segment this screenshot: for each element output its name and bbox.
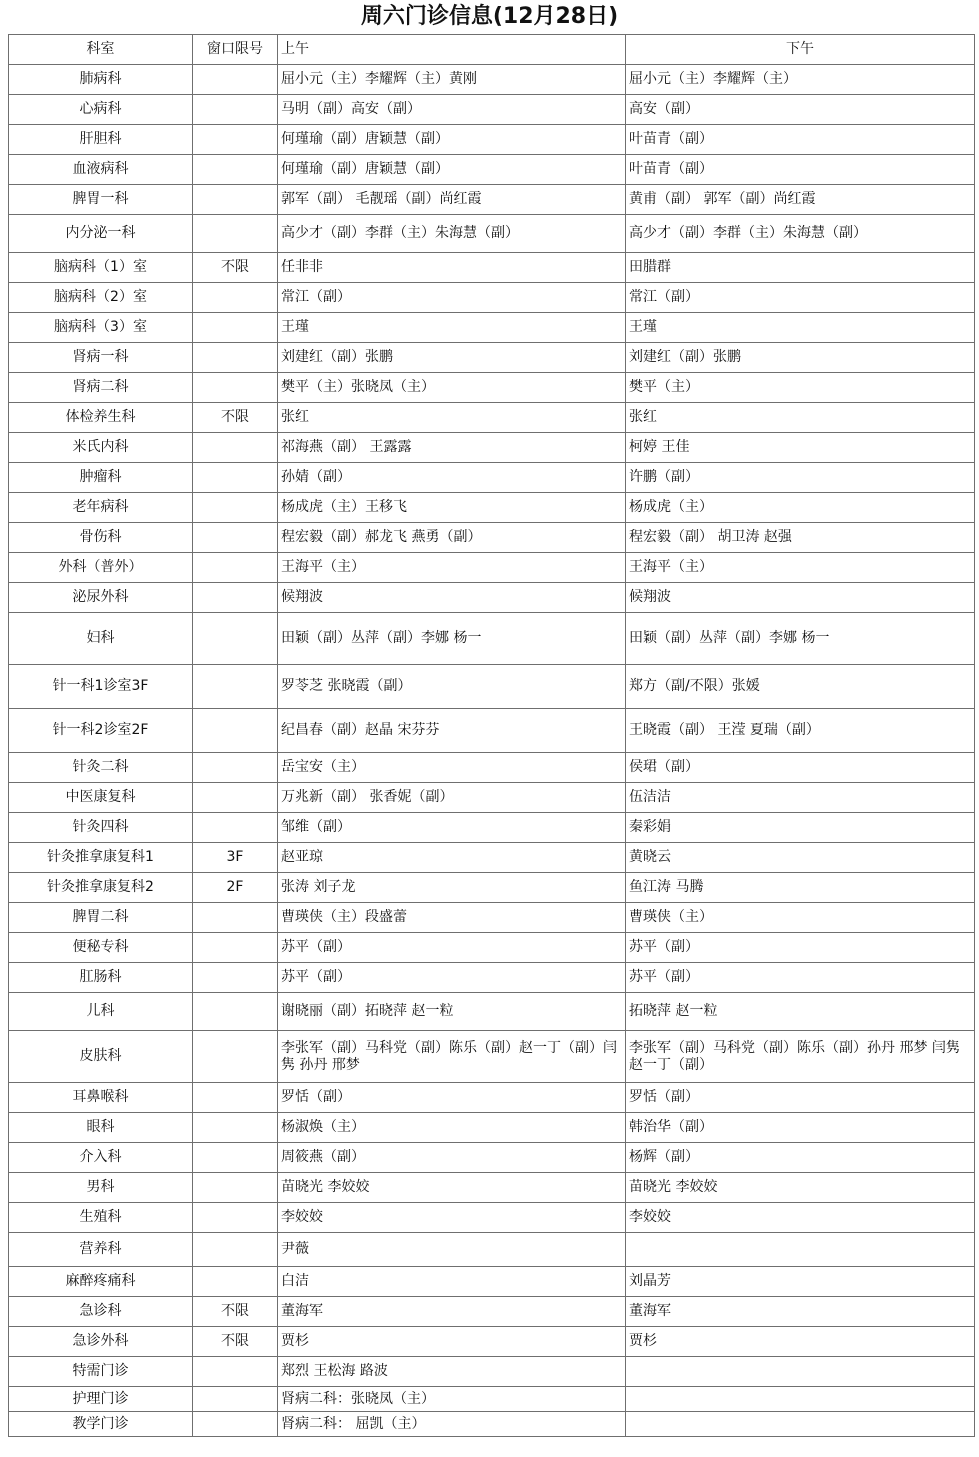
dept-cell: 泌尿外科 (9, 583, 193, 613)
afternoon-cell: 许鹏（副） (626, 463, 975, 493)
afternoon-cell: 拓晓萍 赵一粒 (626, 993, 975, 1031)
morning-cell: 何瑾瑜（副）唐颖慧（副） (278, 155, 626, 185)
dept-cell: 麻醉疼痛科 (9, 1267, 193, 1297)
window-limit-cell: 不限 (193, 253, 278, 283)
morning-cell: 苗晓光 李姣姣 (278, 1173, 626, 1203)
header-dept: 科室 (9, 35, 193, 65)
dept-cell: 血液病科 (9, 155, 193, 185)
table-row (9, 125, 975, 155)
morning-cell: 曹瑛侠（主）段盛蕾 (278, 903, 626, 933)
morning-cell: 谢晓丽（副）拓晓萍 赵一粒 (278, 993, 626, 1031)
table-row (9, 993, 975, 1031)
table-row (9, 933, 975, 963)
morning-cell: 杨成虎（主）王移飞 (278, 493, 626, 523)
dept-cell: 教学门诊 (9, 1412, 193, 1437)
window-limit-cell (193, 95, 278, 125)
dept-cell: 外科（普外） (9, 553, 193, 583)
afternoon-cell: 樊平（主） (626, 373, 975, 403)
afternoon-cell: 秦彩娟 (626, 813, 975, 843)
window-limit-cell (193, 553, 278, 583)
table-row (9, 283, 975, 313)
table-row (9, 613, 975, 665)
table-row (9, 583, 975, 613)
morning-cell: 郭军（副） 毛靓瑶（副）尚红霞 (278, 185, 626, 215)
window-limit-cell (193, 523, 278, 553)
morning-cell: 尹薇 (278, 1233, 626, 1267)
table-row (9, 95, 975, 125)
dept-cell: 肺病科 (9, 65, 193, 95)
dept-cell: 特需门诊 (9, 1357, 193, 1387)
morning-cell: 邹维（副） (278, 813, 626, 843)
table-row (9, 493, 975, 523)
table-row (9, 873, 975, 903)
afternoon-cell: 杨辉（副） (626, 1143, 975, 1173)
window-limit-cell (193, 343, 278, 373)
afternoon-cell: 杨成虎（主） (626, 493, 975, 523)
table-row (9, 463, 975, 493)
morning-cell: 祁海燕（副） 王露露 (278, 433, 626, 463)
morning-cell: 罗苓芝 张晓霞（副） (278, 665, 626, 709)
afternoon-cell: 王晓霞（副） 王滢 夏瑞（副） (626, 709, 975, 753)
table-row (9, 963, 975, 993)
morning-cell: 任非非 (278, 253, 626, 283)
window-limit-cell (193, 155, 278, 185)
table-row (9, 523, 975, 553)
window-limit-cell (193, 753, 278, 783)
morning-cell: 杨淑焕（主） (278, 1113, 626, 1143)
table-row (9, 665, 975, 709)
afternoon-cell: 程宏毅（副） 胡卫涛 赵强 (626, 523, 975, 553)
afternoon-cell: 常江（副） (626, 283, 975, 313)
dept-cell: 肿瘤科 (9, 463, 193, 493)
window-limit-cell (193, 185, 278, 215)
afternoon-cell: 高少才（副）李群（主）朱海慧（副） (626, 215, 975, 253)
window-limit-cell (193, 1083, 278, 1113)
afternoon-cell: 叶苗青（副） (626, 155, 975, 185)
afternoon-cell: 曹瑛侠（主） (626, 903, 975, 933)
table-row (9, 343, 975, 373)
dept-cell: 脾胃二科 (9, 903, 193, 933)
dept-cell: 皮肤科 (9, 1031, 193, 1083)
table-row (9, 813, 975, 843)
table-row (9, 1387, 975, 1412)
window-limit-cell (193, 125, 278, 155)
window-limit-cell (193, 1357, 278, 1387)
dept-cell: 耳鼻喉科 (9, 1083, 193, 1113)
table-row (9, 65, 975, 95)
morning-cell: 罗恬（副） (278, 1083, 626, 1113)
afternoon-cell: 罗恬（副） (626, 1083, 975, 1113)
morning-cell: 周筱燕（副） (278, 1143, 626, 1173)
window-limit-cell: 不限 (193, 1327, 278, 1357)
table-row (9, 709, 975, 753)
table-row (9, 1143, 975, 1173)
window-limit-cell (193, 463, 278, 493)
table-row (9, 553, 975, 583)
header-am: 上午 (278, 35, 626, 65)
table-row (9, 1083, 975, 1113)
window-limit-cell (193, 783, 278, 813)
dept-cell: 针一科2诊室2F (9, 709, 193, 753)
dept-cell: 肾病二科 (9, 373, 193, 403)
afternoon-cell: 黄甫（副） 郭军（副）尚红霞 (626, 185, 975, 215)
window-limit-cell (193, 1031, 278, 1083)
dept-cell: 针灸四科 (9, 813, 193, 843)
window-limit-cell (193, 1203, 278, 1233)
page-title: 周六门诊信息(12月28日) (360, 4, 619, 29)
morning-cell: 张涛 刘子龙 (278, 873, 626, 903)
dept-cell: 眼科 (9, 1113, 193, 1143)
table-row (9, 1297, 975, 1327)
afternoon-cell: 李姣姣 (626, 1203, 975, 1233)
table-row (9, 783, 975, 813)
morning-cell: 樊平（主）张晓凤（主） (278, 373, 626, 403)
morning-cell: 赵亚琼 (278, 843, 626, 873)
morning-cell: 岳宝安（主） (278, 753, 626, 783)
afternoon-cell: 韩治华（副） (626, 1113, 975, 1143)
dept-cell: 脑病科（1）室 (9, 253, 193, 283)
window-limit-cell (193, 665, 278, 709)
table-row (9, 313, 975, 343)
window-limit-cell (193, 493, 278, 523)
window-limit-cell (193, 1267, 278, 1297)
table-row (9, 1267, 975, 1297)
header-pm: 下午 (626, 35, 975, 65)
window-limit-cell (193, 1387, 278, 1412)
afternoon-cell: 刘建红（副）张鹏 (626, 343, 975, 373)
table-row (9, 253, 975, 283)
afternoon-cell (626, 1233, 975, 1267)
afternoon-cell: 候翔波 (626, 583, 975, 613)
morning-cell: 屈小元（主）李耀辉（主）黄刚 (278, 65, 626, 95)
dept-cell: 护理门诊 (9, 1387, 193, 1412)
window-limit-cell (193, 433, 278, 463)
dept-cell: 心病科 (9, 95, 193, 125)
window-limit-cell (193, 65, 278, 95)
dept-cell: 便秘专科 (9, 933, 193, 963)
afternoon-cell: 王瑾 (626, 313, 975, 343)
afternoon-cell: 苗晓光 李姣姣 (626, 1173, 975, 1203)
dept-cell: 急诊外科 (9, 1327, 193, 1357)
afternoon-cell: 郑方（副/不限）张媛 (626, 665, 975, 709)
dept-cell: 脑病科（3）室 (9, 313, 193, 343)
afternoon-cell: 鱼江涛 马腾 (626, 873, 975, 903)
afternoon-cell (626, 1412, 975, 1437)
afternoon-cell: 张红 (626, 403, 975, 433)
table-row (9, 1327, 975, 1357)
dept-cell: 急诊科 (9, 1297, 193, 1327)
table-row (9, 185, 975, 215)
table-row (9, 1357, 975, 1387)
morning-cell: 刘建红（副）张鹏 (278, 343, 626, 373)
dept-cell: 体检养生科 (9, 403, 193, 433)
window-limit-cell (193, 215, 278, 253)
dept-cell: 针灸推拿康复科2 (9, 873, 193, 903)
afternoon-cell: 李张军（副）马科党（副）陈乐（副）孙丹 邢梦 闫隽 赵一丁（副） (626, 1031, 975, 1083)
dept-cell: 内分泌一科 (9, 215, 193, 253)
morning-cell: 万兆新（副） 张香妮（副） (278, 783, 626, 813)
dept-cell: 中医康复科 (9, 783, 193, 813)
dept-cell: 针灸推拿康复科1 (9, 843, 193, 873)
dept-cell: 妇科 (9, 613, 193, 665)
dept-cell: 骨伤科 (9, 523, 193, 553)
afternoon-cell: 董海军 (626, 1297, 975, 1327)
window-limit-cell (193, 283, 278, 313)
morning-cell: 贾杉 (278, 1327, 626, 1357)
afternoon-cell: 刘晶芳 (626, 1267, 975, 1297)
morning-cell: 郑烈 王松海 路波 (278, 1357, 626, 1387)
morning-cell: 高少才（副）李群（主）朱海慧（副） (278, 215, 626, 253)
window-limit-cell (193, 313, 278, 343)
window-limit-cell: 不限 (193, 1297, 278, 1327)
morning-cell: 肾病二科：张晓凤（主） (278, 1387, 626, 1412)
morning-cell: 张红 (278, 403, 626, 433)
table-row (9, 1203, 975, 1233)
window-limit-cell (193, 933, 278, 963)
table-row (9, 843, 975, 873)
table-row (9, 1113, 975, 1143)
morning-cell: 纪昌春（副）赵晶 宋芬芬 (278, 709, 626, 753)
morning-cell: 马明（副）高安（副） (278, 95, 626, 125)
window-limit-cell (193, 1233, 278, 1267)
window-limit-cell (193, 709, 278, 753)
dept-cell: 儿科 (9, 993, 193, 1031)
afternoon-cell: 叶苗青（副） (626, 125, 975, 155)
window-limit-cell (193, 963, 278, 993)
dept-cell: 营养科 (9, 1233, 193, 1267)
window-limit-cell (193, 1412, 278, 1437)
dept-cell: 肾病一科 (9, 343, 193, 373)
morning-cell: 白洁 (278, 1267, 626, 1297)
dept-cell: 针一科1诊室3F (9, 665, 193, 709)
table-row (9, 1412, 975, 1437)
window-limit-cell (193, 1173, 278, 1203)
morning-cell: 程宏毅（副）郝龙飞 燕勇（副） (278, 523, 626, 553)
dept-cell: 肛肠科 (9, 963, 193, 993)
afternoon-cell: 黄晓云 (626, 843, 975, 873)
table-row (9, 1233, 975, 1267)
table-row (9, 1173, 975, 1203)
afternoon-cell: 贾杉 (626, 1327, 975, 1357)
dept-cell: 男科 (9, 1173, 193, 1203)
morning-cell: 李姣姣 (278, 1203, 626, 1233)
morning-cell: 董海军 (278, 1297, 626, 1327)
morning-cell: 肾病二科： 屈凯（主） (278, 1412, 626, 1437)
dept-cell: 脑病科（2）室 (9, 283, 193, 313)
morning-cell: 候翔波 (278, 583, 626, 613)
window-limit-cell: 2F (193, 873, 278, 903)
dept-cell: 针灸二科 (9, 753, 193, 783)
window-limit-cell: 不限 (193, 403, 278, 433)
table-row (9, 753, 975, 783)
window-limit-cell (193, 583, 278, 613)
afternoon-cell: 屈小元（主）李耀辉（主） (626, 65, 975, 95)
morning-cell: 何瑾瑜（副）唐颖慧（副） (278, 125, 626, 155)
window-limit-cell (193, 903, 278, 933)
afternoon-cell: 柯婷 王佳 (626, 433, 975, 463)
header-row (9, 35, 975, 65)
afternoon-cell: 苏平（副） (626, 963, 975, 993)
window-limit-cell (193, 1113, 278, 1143)
afternoon-cell: 高安（副） (626, 95, 975, 125)
afternoon-cell: 田颖（副）丛萍（副）李娜 杨一 (626, 613, 975, 665)
afternoon-cell: 伍洁洁 (626, 783, 975, 813)
morning-cell: 田颖（副）丛萍（副）李娜 杨一 (278, 613, 626, 665)
morning-cell: 苏平（副） (278, 963, 626, 993)
morning-cell: 王海平（主） (278, 553, 626, 583)
dept-cell: 生殖科 (9, 1203, 193, 1233)
window-limit-cell: 3F (193, 843, 278, 873)
clinic-schedule-table (8, 34, 975, 1437)
morning-cell: 苏平（副） (278, 933, 626, 963)
table-row (9, 433, 975, 463)
table-row (9, 155, 975, 185)
afternoon-cell (626, 1357, 975, 1387)
table-row (9, 903, 975, 933)
window-limit-cell (193, 813, 278, 843)
window-limit-cell (193, 993, 278, 1031)
afternoon-cell: 苏平（副） (626, 933, 975, 963)
dept-cell: 米氏内科 (9, 433, 193, 463)
dept-cell: 肝胆科 (9, 125, 193, 155)
table-row (9, 373, 975, 403)
window-limit-cell (193, 373, 278, 403)
afternoon-cell: 王海平（主） (626, 553, 975, 583)
dept-cell: 老年病科 (9, 493, 193, 523)
dept-cell: 介入科 (9, 1143, 193, 1173)
morning-cell: 孙婧（副） (278, 463, 626, 493)
afternoon-cell: 侯珺（副） (626, 753, 975, 783)
morning-cell: 李张军（副）马科党（副）陈乐（副）赵一丁（副）闫隽 孙丹 邢梦 (278, 1031, 626, 1083)
afternoon-cell: 田腊群 (626, 253, 975, 283)
afternoon-cell (626, 1387, 975, 1412)
table-row (9, 1031, 975, 1083)
window-limit-cell (193, 1143, 278, 1173)
table-row (9, 215, 975, 253)
header-window: 窗口限号 (193, 35, 278, 65)
table-row (9, 403, 975, 433)
window-limit-cell (193, 613, 278, 665)
dept-cell: 脾胃一科 (9, 185, 193, 215)
morning-cell: 常江（副） (278, 283, 626, 313)
morning-cell: 王瑾 (278, 313, 626, 343)
